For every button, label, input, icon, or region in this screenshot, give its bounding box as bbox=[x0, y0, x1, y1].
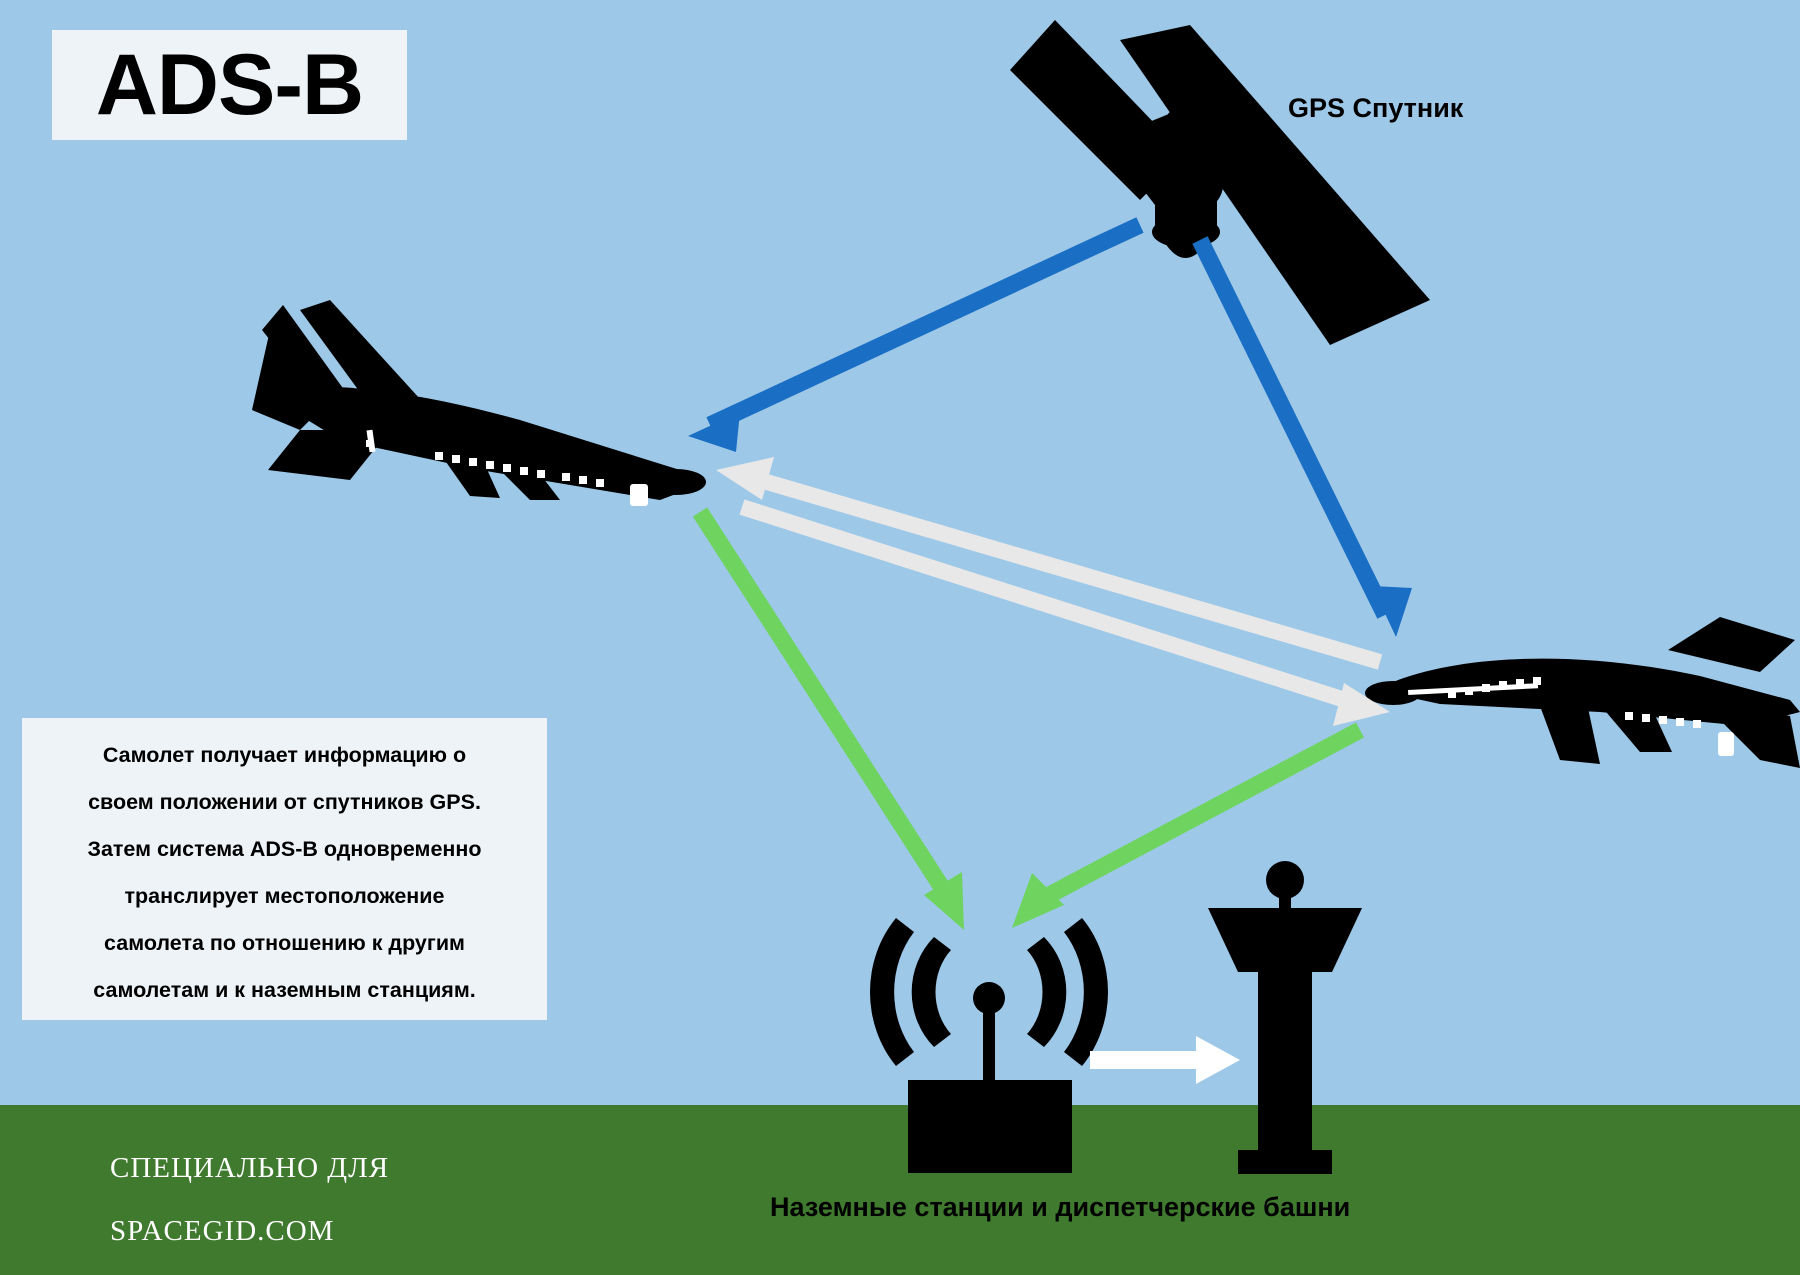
description-line-1: Самолет получает информацию о bbox=[102, 743, 467, 767]
airplane-icon-right bbox=[1365, 617, 1800, 768]
description-line-3: Затем система ADS-B одновременно bbox=[87, 837, 482, 861]
gps-satellite-label: GPS Спутник bbox=[1288, 93, 1464, 123]
description-line-5: самолета по отношению к другим bbox=[104, 931, 465, 955]
arrow-left-plane-to-ground bbox=[700, 512, 964, 930]
description-box bbox=[22, 718, 547, 1020]
airplane-icon-left bbox=[252, 300, 706, 506]
arrow-right-plane-to-ground bbox=[1012, 730, 1360, 928]
description-line-2: своем положении от спутников GPS. bbox=[88, 790, 481, 814]
arrow-plane-to-plane-right bbox=[742, 507, 1390, 726]
credit-line-1: СПЕЦИАЛЬНО ДЛЯ bbox=[110, 1152, 390, 1184]
ground-stations-label: Наземные станции и диспетчерские башни bbox=[770, 1192, 1351, 1222]
description-line-4: транслирует местоположение bbox=[124, 884, 445, 908]
credit-line-2: SPACEGID.COM bbox=[110, 1215, 335, 1247]
page-title: ADS-B bbox=[95, 37, 364, 133]
arrow-station-to-tower bbox=[1090, 1036, 1240, 1084]
control-tower-icon bbox=[1208, 861, 1362, 1174]
description-line-6: самолетам и к наземным станциям. bbox=[93, 978, 476, 1002]
radio-antenna-icon bbox=[870, 918, 1108, 1173]
title-badge bbox=[52, 30, 407, 140]
arrow-gps-to-left-plane bbox=[688, 225, 1140, 452]
arrow-plane-to-plane-left bbox=[716, 457, 1380, 662]
